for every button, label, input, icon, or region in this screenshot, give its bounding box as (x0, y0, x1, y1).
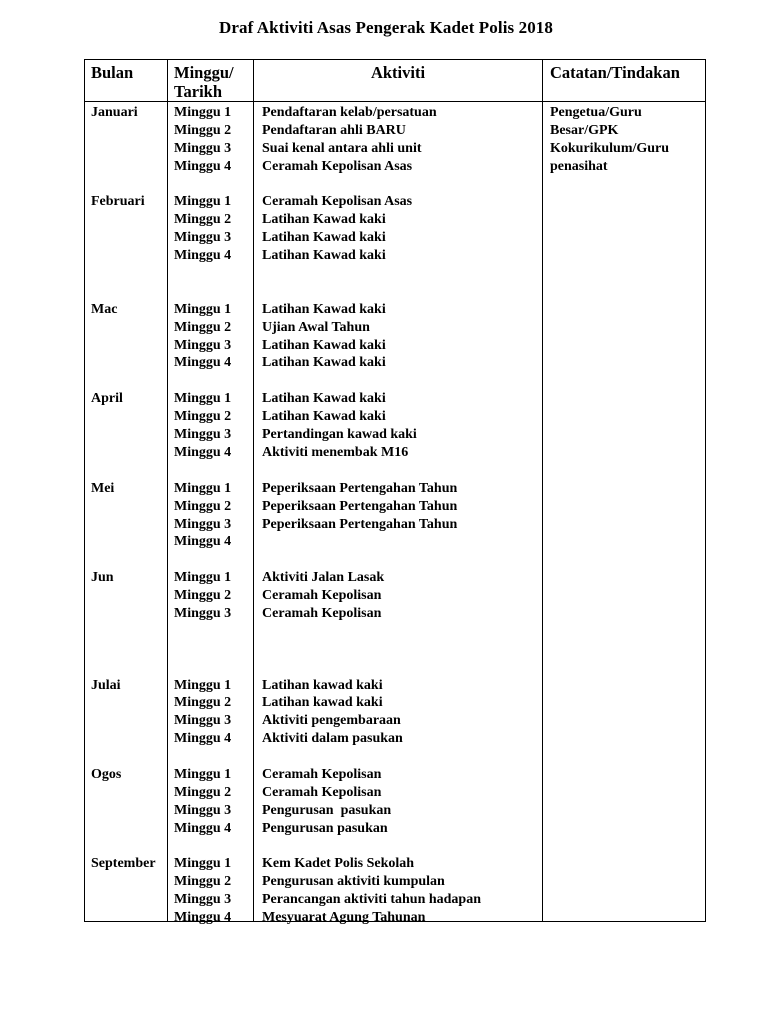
row-spacer (91, 516, 156, 534)
activity-cell: Peperiksaan Pertengahan Tahun (262, 498, 458, 514)
activity-cell: Ceramah Kepolisan (262, 784, 382, 800)
activity-cell: Latihan Kawad kaki (262, 212, 386, 228)
activity-cell: Peperiksaan Pertengahan Tahun (262, 516, 458, 532)
month-label: Julai (91, 677, 121, 693)
week-cell: Minggu 2 (174, 409, 232, 425)
row-spacer (174, 176, 231, 194)
row-spacer (91, 426, 156, 444)
row-spacer (91, 712, 156, 730)
activity-cell (262, 533, 481, 551)
row-spacer (91, 158, 156, 176)
week-cell: Minggu 3 (174, 230, 232, 246)
row-spacer (174, 623, 231, 641)
row-spacer (91, 462, 156, 480)
header-aktiviti: Aktiviti (370, 63, 426, 82)
week-cell: Minggu 2 (174, 319, 232, 335)
week-cell: Minggu 1 (174, 194, 232, 210)
activity-cell: Suai kenal antara ahli unit (262, 140, 422, 156)
activity-cell: Ceramah Kepolisan (262, 766, 382, 782)
catatan-line: Kokurikulum/Guru (550, 140, 670, 156)
activity-cell: Mesyuarat Agung Tahunan (262, 910, 426, 926)
row-spacer (91, 176, 156, 194)
catatan-line: Pengetua/Guru (550, 105, 642, 120)
row-spacer (262, 551, 481, 569)
month-label: April (91, 391, 123, 407)
header-divider (85, 101, 705, 102)
activity-cell: Ujian Awal Tahun (262, 319, 370, 335)
week-cell: Minggu 4 (174, 158, 232, 174)
week-cell: Minggu 1 (174, 677, 232, 693)
month-label: September (91, 856, 156, 872)
row-spacer (91, 605, 156, 623)
row-spacer (91, 730, 156, 748)
week-cell: Minggu 3 (174, 337, 232, 353)
minggu-column (174, 104, 231, 927)
activity-cell: Latihan Kawad kaki (262, 337, 386, 353)
week-cell: Minggu 3 (174, 427, 232, 443)
row-spacer (91, 587, 156, 605)
activity-cell: Pengurusan aktiviti kumpulan (262, 874, 445, 890)
row-spacer (91, 551, 156, 569)
aktiviti-column (262, 104, 481, 927)
week-cell: Minggu 1 (174, 105, 232, 120)
row-spacer (174, 748, 231, 766)
month-label: Jun (91, 570, 114, 586)
row-spacer (262, 748, 481, 766)
row-spacer (91, 354, 156, 372)
week-cell: Minggu 4 (174, 534, 232, 550)
document-title: Draf Aktiviti Asas Pengerak Kadet Polis 2018 (219, 18, 553, 37)
row-spacer (262, 838, 481, 856)
column-divider (253, 60, 254, 921)
week-cell: Minggu 3 (174, 605, 232, 621)
catatan-line: penasihat (550, 158, 608, 174)
week-cell: Minggu 1 (174, 766, 232, 782)
header-minggu-line1: Minggu/ (174, 63, 234, 82)
week-cell: Minggu 3 (174, 516, 232, 532)
row-spacer (262, 372, 481, 390)
row-spacer (262, 641, 481, 677)
activity-cell: Latihan Kawad kaki (262, 391, 386, 407)
activity-cell: Ceramah Kepolisan Asas (262, 194, 413, 210)
week-cell: Minggu 2 (174, 874, 232, 890)
row-spacer (174, 372, 231, 390)
week-cell: Minggu 2 (174, 122, 232, 138)
activity-cell: Ceramah Kepolisan (262, 605, 382, 621)
week-cell: Minggu 3 (174, 140, 232, 156)
row-spacer (262, 462, 481, 480)
row-spacer (91, 533, 156, 551)
week-cell: Minggu 1 (174, 570, 232, 586)
week-cell: Minggu 3 (174, 892, 232, 908)
row-spacer (91, 784, 156, 802)
row-spacer (262, 623, 481, 641)
row-spacer (174, 551, 231, 569)
activity-cell: Latihan Kawad kaki (262, 248, 386, 264)
bulan-column (91, 104, 156, 927)
row-spacer (91, 140, 156, 158)
row-spacer (262, 265, 481, 301)
week-cell: Minggu 1 (174, 301, 232, 317)
row-spacer (91, 122, 156, 140)
month-label: Ogos (91, 766, 122, 782)
row-spacer (174, 265, 231, 301)
activity-cell: Latihan Kawad kaki (262, 355, 386, 371)
header-catatan: Catatan/Tindakan (550, 63, 680, 82)
week-cell: Minggu 4 (174, 248, 232, 264)
row-spacer (91, 229, 156, 247)
month-label: Februari (91, 194, 145, 210)
row-spacer (91, 873, 156, 891)
activity-cell: Latihan kawad kaki (262, 695, 383, 711)
week-cell: Minggu 3 (174, 713, 232, 729)
header-minggu (174, 63, 234, 101)
header-minggu-line2: Tarikh (174, 82, 223, 101)
activity-cell: Pendaftaran kelab/persatuan (262, 105, 437, 120)
row-spacer (91, 909, 156, 927)
week-cell: Minggu 1 (174, 391, 232, 407)
row-spacer (91, 211, 156, 229)
header-bulan: Bulan (91, 63, 134, 82)
activity-cell: Peperiksaan Pertengahan Tahun (262, 480, 458, 496)
activity-cell: Latihan kawad kaki (262, 677, 383, 693)
column-divider (542, 60, 543, 921)
week-cell: Minggu 3 (174, 802, 232, 818)
row-spacer (91, 802, 156, 820)
week-cell: Minggu 2 (174, 784, 232, 800)
row-spacer (91, 444, 156, 462)
row-spacer (91, 372, 156, 390)
row-spacer (91, 498, 156, 516)
row-spacer (91, 694, 156, 712)
week-cell: Minggu 4 (174, 820, 232, 836)
week-cell: Minggu 1 (174, 856, 232, 872)
week-cell: Minggu 2 (174, 212, 232, 228)
catatan-column (550, 104, 669, 176)
row-spacer (91, 641, 156, 677)
activity-cell: Aktiviti pengembaraan (262, 713, 401, 729)
row-spacer (174, 462, 231, 480)
column-divider (167, 60, 168, 921)
row-spacer (91, 319, 156, 337)
activity-cell: Pendaftaran ahli BARU (262, 122, 406, 138)
activity-cell: Ceramah Kepolisan Asas (262, 158, 413, 174)
row-spacer (174, 838, 231, 856)
row-spacer (91, 748, 156, 766)
row-spacer (91, 891, 156, 909)
row-spacer (262, 176, 481, 194)
row-spacer (91, 337, 156, 355)
week-cell: Minggu 1 (174, 480, 232, 496)
activity-cell: Aktiviti menembak M16 (262, 444, 409, 460)
activity-cell: Ceramah Kepolisan (262, 588, 382, 604)
activity-cell: Perancangan aktiviti tahun hadapan (262, 892, 481, 908)
activity-cell: Pertandingan kawad kaki (262, 427, 417, 443)
row-spacer (174, 641, 231, 677)
row-spacer (91, 247, 156, 265)
activity-cell: Latihan Kawad kaki (262, 409, 386, 425)
row-spacer (91, 623, 156, 641)
month-label: Mac (91, 301, 118, 317)
activity-cell: Pengurusan pasukan (262, 820, 388, 836)
activity-cell: Aktiviti dalam pasukan (262, 731, 403, 747)
week-cell: Minggu 2 (174, 498, 232, 514)
week-cell: Minggu 4 (174, 355, 232, 371)
week-cell: Minggu 4 (174, 910, 232, 926)
month-label: Mei (91, 480, 115, 496)
catatan-line: Besar/GPK (550, 122, 619, 138)
week-cell: Minggu 2 (174, 695, 232, 711)
activity-cell: Aktiviti Jalan Lasak (262, 570, 385, 586)
activity-table (84, 59, 706, 926)
row-spacer (91, 265, 156, 301)
row-spacer (91, 408, 156, 426)
activity-cell: Pengurusan pasukan (262, 802, 392, 818)
row-spacer (91, 838, 156, 856)
row-spacer (91, 820, 156, 838)
month-label: Januari (91, 105, 138, 120)
week-cell: Minggu 4 (174, 444, 232, 460)
activity-cell: Latihan Kawad kaki (262, 301, 386, 317)
week-cell: Minggu 4 (174, 731, 232, 747)
activity-cell: Kem Kadet Polis Sekolah (262, 856, 415, 872)
activity-cell: Latihan Kawad kaki (262, 230, 386, 246)
week-cell: Minggu 2 (174, 588, 232, 604)
